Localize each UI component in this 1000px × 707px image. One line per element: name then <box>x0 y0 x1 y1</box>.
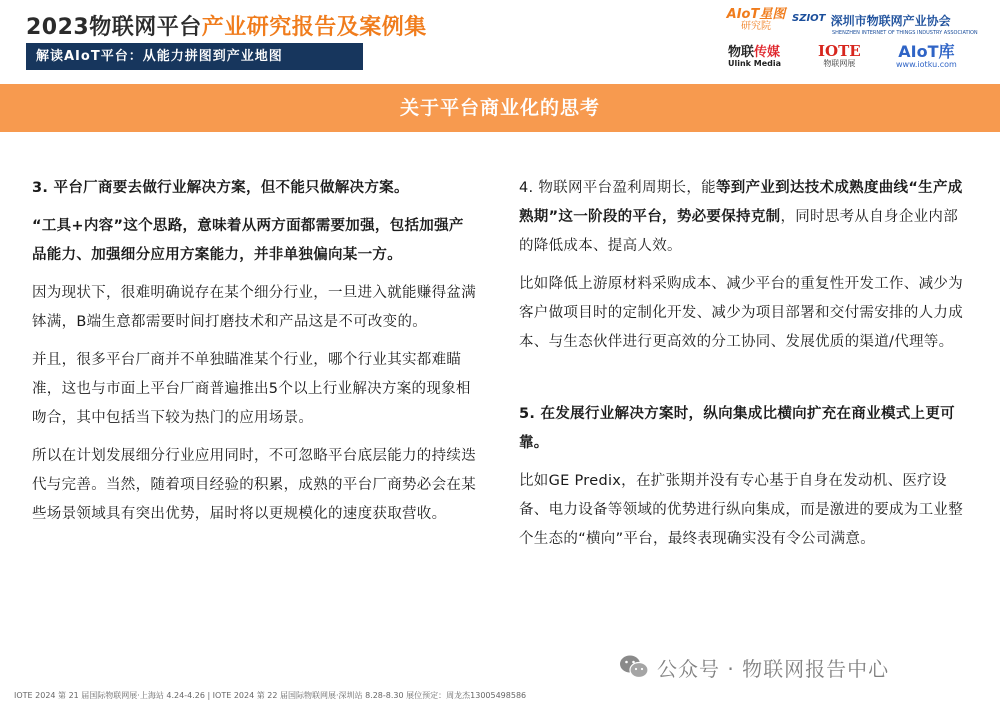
iote-name: IOTE <box>818 42 861 60</box>
sziot-english: SHENZHEN INTERNET OF THINGS INDUSTRY ASSOCIATION <box>832 30 978 36</box>
sziot-logo <box>792 10 982 36</box>
right-p1-lead: 4. 物联网平台盈利周期长，能 <box>519 180 716 196</box>
left-paragraph-1: “工具+内容”这个思路，意味着从两方面都需要加强，包括加强产品能力、加强细分应用方案能力，并非单独偏向某一方。 <box>32 218 464 263</box>
iote-logo <box>818 44 861 68</box>
left-heading: 3. 平台厂商要去做行业解决方案，但不能只做解决方案。 <box>32 180 409 196</box>
right-p1-tail: ，同时思考从自身企业内部的降低成本、提高人效。 <box>519 209 959 254</box>
ulink-en: Ulink Media <box>728 58 782 68</box>
wechat-watermark <box>619 650 889 684</box>
right-paragraph-3: 比如GE Predix，在扩张期并没有专心基于自身在发动机、医疗设备、电力设备等领域的优势进行纵向集成，而是激进的要成为工业整个生态的“横向”平台，最终表现确实没有令公司满意。 <box>519 473 963 547</box>
aiotku-url: www.iotku.com <box>896 59 957 69</box>
left-paragraph-2: 因为现状下，很难明确说存在某个细分行业，一旦进入就能赚得盆满钵满，B端生意都需要时间打磨技术和产品这是不可改变的。 <box>32 285 476 330</box>
report-title-part2: 产业研究报告及案例集 <box>201 15 427 40</box>
footer-note: IOTE 2024 第 21 届国际物联网展·上海站 4.24-4.26 | IOTE 2024 第 22 届国际物联网展·深圳站 8.28-8.30 展位预定：周龙杰13005498586 <box>14 691 527 700</box>
section-banner: 关于平台商业化的思考 <box>0 84 1000 132</box>
left-column <box>32 174 478 538</box>
left-paragraph-3: 并且，很多平台厂商并不单独瞄准某个行业，哪个行业其实都难瞄准，这也与市面上平台厂商普遍推出5个以上行业解决方案的现象相吻合，其中包括当下较为热门的应用场景。 <box>32 352 471 426</box>
ulink-cn-b: 传媒 <box>754 45 781 60</box>
report-subtitle: 解读AIoT平台：从能力拼图到产业地图 <box>26 43 363 70</box>
right-column <box>519 174 971 563</box>
left-paragraph-4: 所以在计划发展细分行业应用同时，不可忽略平台底层能力的持续迭代与完善。当然，随着项目经验的积累，成熟的平台厂商势必会在某些场景领域具有突出优势，届时将以更规模化的速度获取营收。 <box>32 448 476 522</box>
ulink-cn-a: 物联 <box>728 45 755 60</box>
aiot-logo-text: AIoT星图 <box>726 7 786 22</box>
ulink-media-logo <box>728 46 781 68</box>
aiot-logo-subtext: 研究院 <box>741 20 771 32</box>
watermark-text: 公众号 · 物联网报告中心 <box>657 656 890 681</box>
report-title <box>26 10 427 41</box>
aiot-research-logo <box>724 8 788 32</box>
wechat-icon <box>619 654 649 680</box>
sziot-name: 深圳市物联网产业协会 <box>830 14 951 28</box>
report-title-part1: 2023物联网平台 <box>26 15 202 40</box>
sziot-badge: SZIOT <box>792 13 826 24</box>
aiotku-logo <box>896 44 957 69</box>
right-heading: 5. 在发展行业解决方案时，纵向集成比横向扩充在商业模式上更可靠。 <box>519 406 955 451</box>
right-paragraph-2: 比如降低上游原材料采购成本、减少平台的重复性开发工作、减少为客户做项目时的定制化开发、减少为项目部署和交付需安排的人力成本、与生态伙伴进行更高效的分工协同、发展优质的渠道/代理等。 <box>519 276 963 350</box>
aiotku-name: AIoT库 <box>898 42 955 61</box>
iote-sub: 物联网展 <box>823 58 856 68</box>
right-paragraph-1 <box>519 174 971 261</box>
right-p1-emphasis: 等到产业到达技术成熟度曲线“生产成熟期”这一阶段的平台，势必要保持克制 <box>519 180 963 225</box>
